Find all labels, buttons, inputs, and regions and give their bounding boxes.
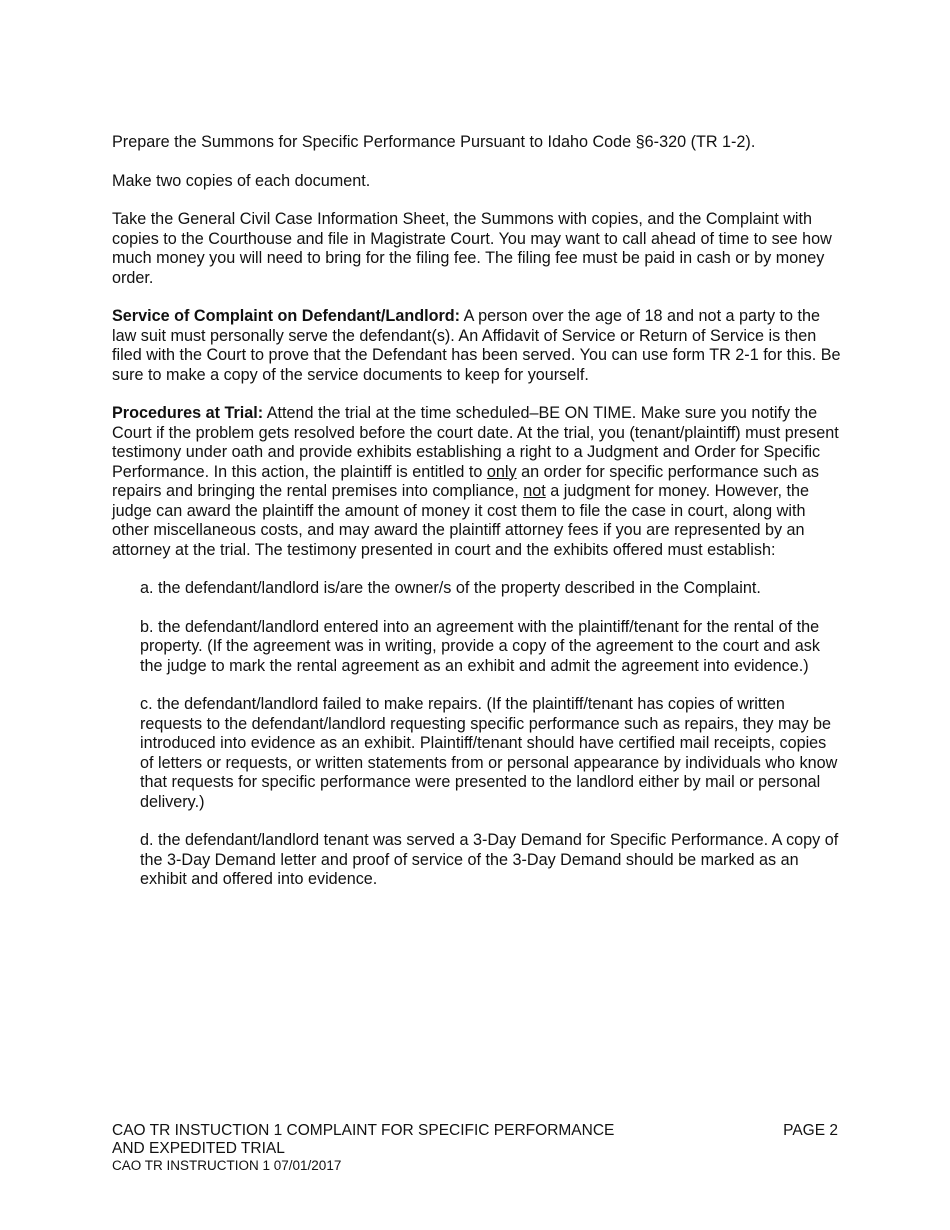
trial-not: not: [523, 482, 546, 500]
list-item-a: a. the defendant/landlord is/are the owner/s of the property described in the Complaint.: [140, 579, 761, 597]
trial-body-2: an order for specific performance such as repairs and bringing the rental premises into compliance,: [112, 462, 819, 500]
service-paragraph: [112, 307, 842, 385]
copies-paragraph: Make two copies of each document.: [112, 171, 371, 190]
filing-paragraph: Take the General Civil Case Information Sheet, the Summons with copies, and the Complaint with copies to the Courthouse and file in Magistrate Court. You may want to call ahead of time to see how much money you will need to bring for the filing fee. The filing fee must be paid in cash or by money order.: [112, 210, 832, 287]
trial-only: only: [486, 462, 517, 481]
service-heading: Service of Complaint on Defendant/Landlord:: [112, 307, 461, 325]
list-item-c: c. the defendant/landlord failed to make repairs. (If the plaintiff/tenant has copies of written requests to the defendant/landlord requesting specific performance such as repairs, they may be introduced into evidence as an exhibit. Plaintiff/tenant should have certified mail receipts, copies of letters or requests, or written statements from or personal appearance by individuals who know that requests for specific performance were presented to the landlord either by mail or personal delivery.): [140, 695, 838, 811]
footer-title-line-2: AND EXPEDITED TRIAL: [112, 1139, 285, 1157]
footer-form-id: CAO TR INSTRUCTION 1 07/01/2017: [112, 1158, 342, 1173]
service-body: A person over the age of 18 and not a party to the law suit must personally serve the defendant(s). An Affidavit of Service or Return of Service is then filed with the Court to prove that the Defendant has been served. You can use form TR 2-1 for this. Be sure to make a copy of the service documents to keep for yourself.: [112, 307, 841, 384]
page-footer: [112, 1122, 842, 1174]
trial-body-3: a judgment for money. However, the judge can award the plaintiff the amount of money it cost them to file the case in court, along with other miscellaneous costs, and may award the plaintiff attorney fees if you are represented by an attorney at the trial. The testimony presented in court and the exhibits offered must establish:: [112, 482, 810, 559]
footer-title-line-1: CAO TR INSTUCTION 1 COMPLAINT FOR SPECIFIC PERFORMANCE: [112, 1122, 615, 1139]
document-body: [112, 133, 842, 909]
summons-paragraph: Prepare the Summons for Specific Performance Pursuant to Idaho Code §6-320 (TR 1-2).: [112, 133, 756, 151]
list-item-d: d. the defendant/landlord tenant was served a 3-Day Demand for Specific Performance. A copy of the 3-Day Demand letter and proof of service of the 3-Day Demand should be marked as an exhibit and offered into evidence.: [140, 831, 839, 888]
page-number: PAGE 2: [783, 1122, 838, 1139]
trial-body-1: Attend the trial at the time scheduled–BE ON TIME. Make sure you notify the Court if the problem gets resolved before the court date. At the trial, you (tenant/plaintiff) must present testimony under oath and provide exhibits establishing a right to a Judgment and Order for Specific Performance. In this action, the plaintiff is entitled to: [112, 404, 839, 481]
trial-paragraph: [112, 404, 842, 560]
trial-heading: Procedures at Trial:: [112, 404, 264, 422]
list-item-b: b. the defendant/landlord entered into an agreement with the plaintiff/tenant for the rental of the property. (If the agreement was in writing, provide a copy of the agreement to the court and ask the judge to mark the rental agreement as an exhibit and admit the agreement into evidence.): [140, 617, 820, 675]
